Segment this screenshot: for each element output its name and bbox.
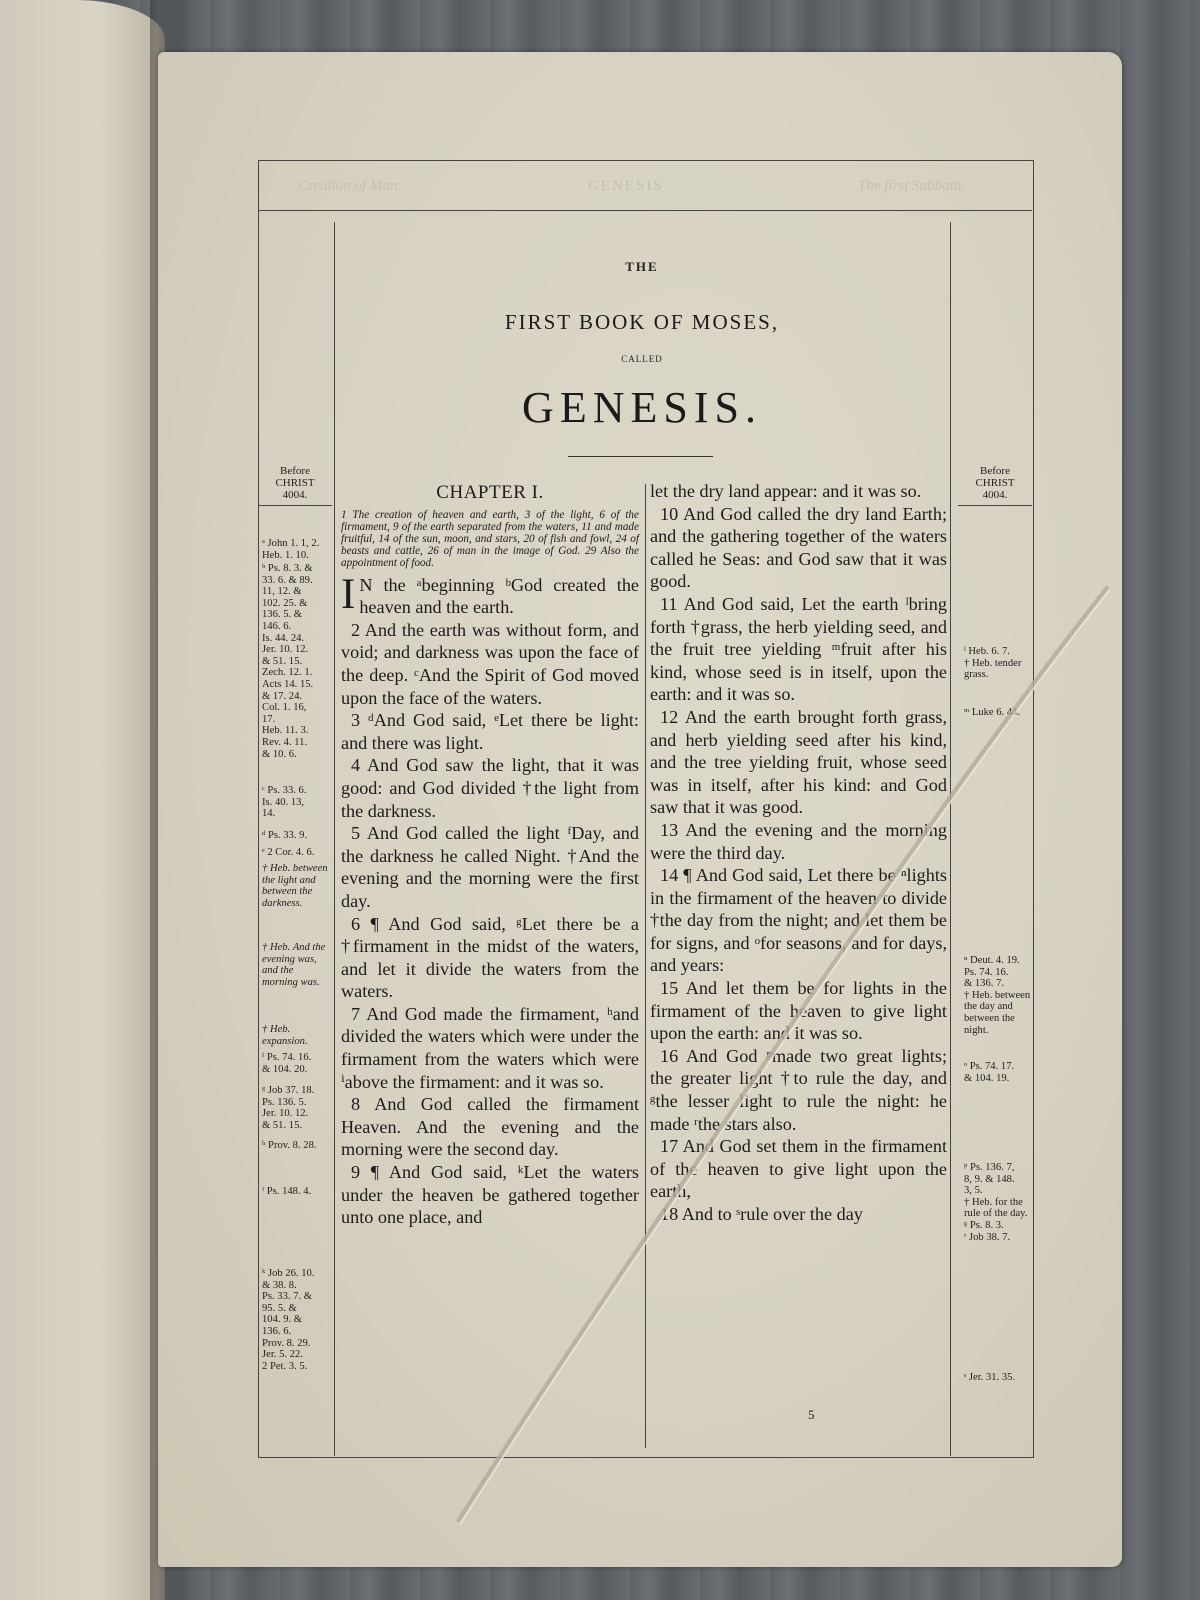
page-number: 5 [808,1407,815,1422]
margin-note-s: ˢ Jer. 31. 35. [964,1372,1016,1383]
before-christ-year: 4004. [982,489,1008,501]
margin-note-d: ᵈ Ps. 33. 9. [262,830,308,841]
margin-note-p: ᵖ Ps. 136. 7, 8, 9. & 148. 3, 5. † Heb. for the rule of the day. ᵍ Ps. 8. 3. ʳ Job 38. 7. [964,1162,1028,1243]
verse-8: 8 And God called the firmament Heaven. And the evening and the morning were the second day. [341,1094,639,1160]
facing-page-edge [0,0,165,1600]
margin-note-o: ᵒ Ps. 74. 17. & 104. 19. [964,1061,1015,1084]
chapter-summary: 1 The creation of heaven and earth, 3 of the light, 6 of the firmament, 9 of the earth separated from the waters, 11 and made fruitful, 14 of the sun, moon, and stars, 20 of fish and fowl, 24 of beasts and cattle, 26 of man in the image of God. 29 Also the appointment of food. [341,508,639,570]
margin-note-h: ʰ Prov. 8. 28. [262,1140,317,1151]
book-page [158,52,1122,1567]
verse-6: 6 ¶ And God said, ᵍLet there be a †firmament in the midst of the waters, and let it divide the waters from the waters. [341,913,639,1002]
verse-13: 13 And the evening and the morning were the third day. [650,819,947,863]
verse-2: 2 And the earth was without form, and void; and darkness was upon the face of the deep. ᶜAnd the Spirit of God moved upon the face of the waters. [341,619,639,708]
margin-note-heb-expansion: † Heb. expansion. [262,1024,308,1047]
before-christ-left [258,465,332,506]
margin-note-n: ⁿ Deut. 4. 19. Ps. 74. 16. & 136. 7. † Heb. between the day and between the night. [964,955,1031,1036]
verse-10: 10 And God called the dry land Earth; and the gathering together of the waters called he Seas: and God saw that it was good. [650,503,947,592]
verse-1-text: N the ᵃbeginning ᵇGod created the heaven and the earth. [359,574,639,618]
margin-note-k: ᵏ Job 26. 10. & 38. 8. Ps. 33. 7. & 95. 5. & 104. 9. & 136. 6. Prov. 8. 29. Jer. 5. 22. 2 Pet. 3. 5. [262,1268,315,1372]
verse-15: 15 And let them be for lights in the firmament of the heaven to give light upon the earth: and it was so. [650,978,947,1044]
running-head-left: Creation of Man. [298,178,402,194]
verse-12: 12 And the earth brought forth grass, and herb yielding seed after his kind, and the tree yielding fruit, whose seed was in itself, after his kind: and God saw that it was good. [650,706,947,818]
verse-5: 5 And God called the light ᶠDay, and the darkness he called Night. †And the evening and the morning were the first day. [341,823,639,911]
right-margin-rule [950,222,951,1456]
running-head-right: The first Sabbath. [858,178,966,194]
margin-note-heb-evening: † Heb. And the evening was, and the morning was. [262,942,326,988]
title-genesis: GENESIS. [522,383,762,432]
before-christ-label: Before CHRIST [975,465,1015,489]
verse-9: 9 ¶ And God said, ᵏLet the waters under the heaven be gathered together unto one place, and [341,1162,639,1228]
title-called: CALLED [621,354,663,364]
verse-4: 4 And God saw the light, that it was good: and God divided †the light from the darkness. [341,755,639,821]
title-rule [568,456,713,457]
margin-note-f: ᶠ Ps. 74. 16. & 104. 20. [262,1052,312,1075]
margin-note-l: ˡ Heb. 6. 7. † Heb. tender grass. [964,646,1022,681]
column-divider [645,484,646,1448]
verse-16: 16 And God ᵖmade two great lights; the greater light †to rule the day, and ᵍthe lesser light to rule the night: he made ʳthe stars also. [650,1045,947,1134]
margin-note-a: ᵃ John 1. 1, 2. Heb. 1. 10. [262,538,320,561]
title-first-book: FIRST BOOK OF MOSES, [504,310,780,334]
margin-note-i: ⁱ Ps. 148. 4. [262,1186,312,1197]
running-head [258,160,1032,211]
margin-note-m: ᵐ Luke 6. 44. [964,707,1021,718]
verse-7: 7 And God made the firmament, ʰand divided the waters which were under the firmament from the waters which were ⁱabove the firmament: and it was so. [341,1003,639,1092]
text-column-2 [650,480,947,1226]
title-the: THE [625,259,659,274]
verse-1 [341,570,639,619]
running-head-center: GENESIS. [588,178,670,194]
verse-14: 14 ¶ And God said, Let there be ⁿlights in the firmament of the heaven to divide †the day from the night; and let them be for signs, and ᵒfor seasons, and for days, and years: [650,865,947,976]
drop-cap: I [341,570,356,618]
verse-9-continued: let the dry land appear: and it was so. [650,481,922,501]
verse-18: 18 And to ˢrule over the day [660,1204,863,1224]
verse-17: 17 And God set them in the firmament of the heaven to give light upon the earth, [650,1136,947,1202]
margin-note-c: ᶜ Ps. 33. 6. Is. 40. 13, 14. [262,785,307,820]
verse-3: 3 ᵈAnd God said, ᵉLet there be light: and there was light. [341,710,639,753]
margin-note-heb-between: † Heb. between the light and between the darkness. [262,863,328,909]
margin-note-b: ᵇ Ps. 8. 3. & 33. 6. & 89. 11, 12. & 102. 25. & 136. 5. & 146. 6. Is. 44. 24. Jer. 10. 12. & 51. 15. Zech. 12. 1. Acts 14. 15. & 17. 24. Col. 1. 16, 17. Heb. 11. 3. Rev. 4. 11. & 10. 6. [262,563,314,760]
text-column-1 [341,480,639,1229]
before-christ-year: 4004. [282,489,308,501]
margin-note-g: ᵍ Job 37. 18. Ps. 136. 5. Jer. 10. 12. & 51. 15. [262,1085,315,1131]
before-christ-right [958,465,1032,506]
chapter-heading: CHAPTER I. [436,482,544,503]
margin-note-e: ᵉ 2 Cor. 4. 6. [262,847,315,858]
before-christ-label: Before CHRIST [275,465,315,489]
verse-11: 11 And God said, Let the earth ˡbring forth †grass, the herb yielding seed, and the fruit tree yielding ᵐfruit after his kind, whose seed is in itself, upon the earth: and it was so. [650,593,947,705]
